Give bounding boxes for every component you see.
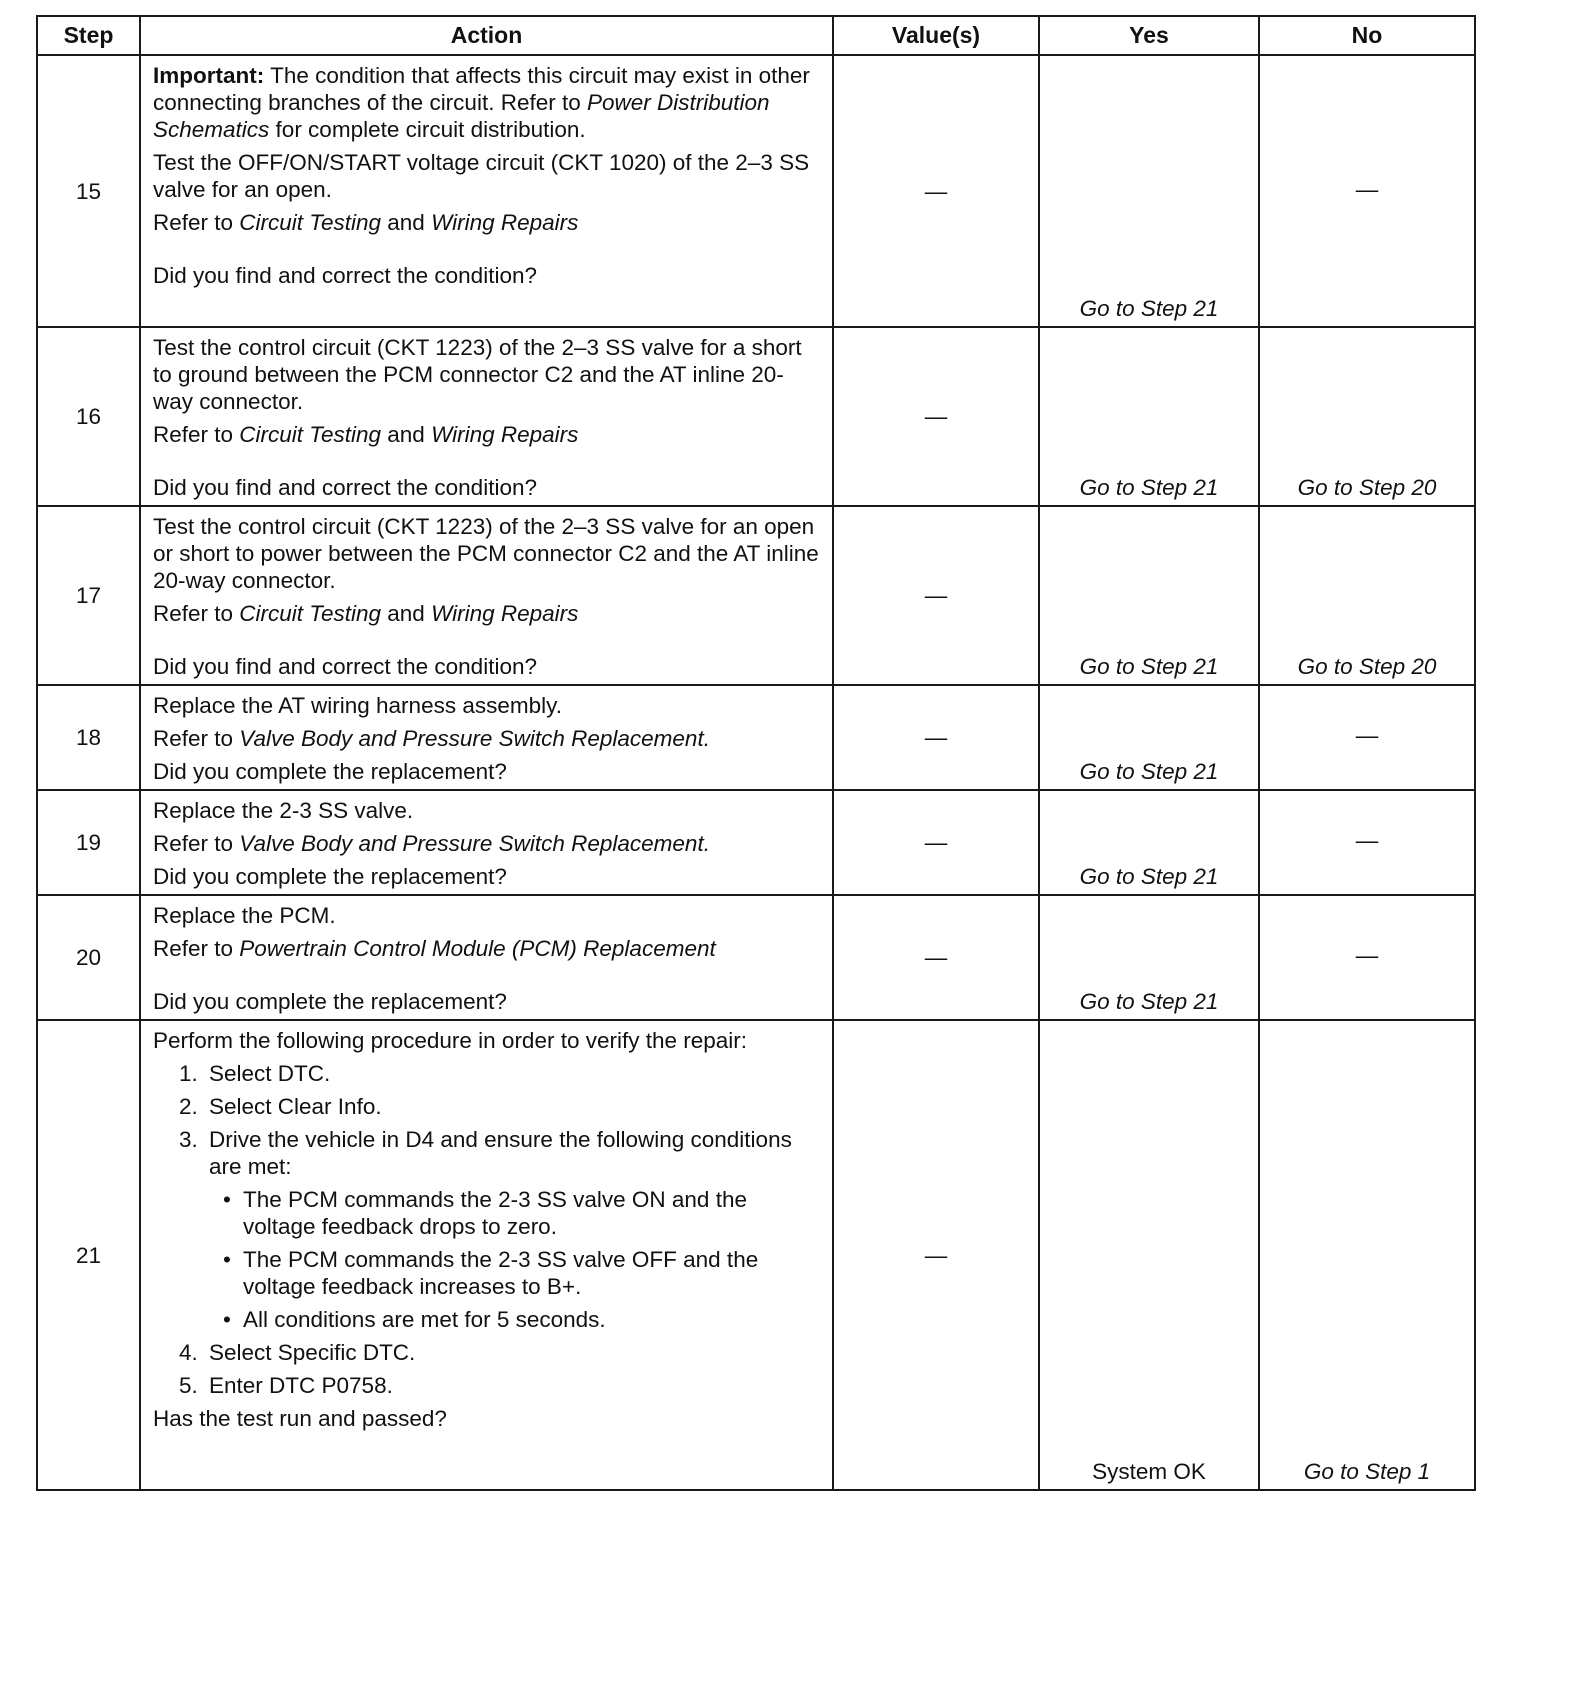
dash: — [924,404,948,429]
list-item: • All conditions are met for 5 seconds. [213,1306,822,1333]
yes-link[interactable]: Go to Step 21 [1079,654,1219,679]
step-num: 5. [179,1373,198,1398]
reference-link[interactable]: Circuit Testing [239,422,382,447]
yes-link[interactable]: Go to Step 21 [1079,759,1219,784]
refer-line [153,421,822,448]
dash: — [924,1242,948,1268]
yes-result[interactable]: System OK [1092,1459,1206,1484]
no-cell [1259,895,1475,1020]
reference-link[interactable]: Wiring Repairs [431,210,579,235]
dash: — [924,725,948,750]
yes-cell [1039,55,1259,327]
reference-link[interactable]: Powertrain Control Module (PCM) Replacement [239,936,716,961]
step-number: 20 [37,895,140,1020]
header-no: No [1259,16,1475,55]
refer-text: Refer to [153,936,240,961]
values-cell [833,55,1039,327]
header-step: Step [37,16,140,55]
refer-line [153,209,822,236]
diagnostic-table [36,15,1476,1491]
list-item: • The PCM commands the 2-3 SS valve ON and the voltage feedback drops to zero. [213,1186,822,1240]
refer-text: Refer to [153,601,240,626]
action-text: Test the OFF/ON/START voltage circuit (CKT 1020) of the 2–3 SS valve for an open. [153,150,810,202]
table-row [37,506,1475,685]
step-number: 16 [37,327,140,506]
table-row [37,55,1475,327]
action-text: Replace the PCM. [153,903,336,928]
list-item [179,1339,822,1366]
condition-bullets [209,1186,822,1333]
yes-link[interactable]: Go to Step 21 [1079,864,1219,889]
question-text: Has the test run and passed? [153,1406,447,1431]
step-text: Select Clear Info. [209,1094,382,1119]
step-num: 3. [179,1127,198,1152]
reference-link[interactable]: Circuit Testing [239,601,382,626]
values-cell [833,1020,1039,1490]
header-values: Value(s) [833,16,1039,55]
refer-text: Refer to [153,422,240,447]
dash: — [924,583,948,608]
yes-cell [1039,895,1259,1020]
no-link[interactable]: Go to Step 20 [1297,475,1437,500]
step-text: Select DTC. [209,1061,331,1086]
no-link[interactable]: Go to Step 1 [1303,1459,1431,1484]
refer-text: Refer to [153,831,240,856]
table-row [37,1020,1475,1490]
step-number: 19 [37,790,140,895]
values-cell [833,895,1039,1020]
yes-link[interactable]: Go to Step 21 [1079,475,1219,500]
table-row [37,790,1475,895]
refer-line [153,935,822,962]
list-item [179,1126,822,1333]
refer-text: and [381,422,432,447]
no-cell [1259,55,1475,327]
question-text: Did you find and correct the condition? [153,263,537,288]
dash: — [1355,723,1379,748]
action-text: Replace the AT wiring harness assembly. [153,693,562,718]
values-cell [833,790,1039,895]
important-text: for complete circuit distribution. [269,117,586,142]
action-cell [140,55,833,327]
question-text: Did you complete the replacement? [153,989,507,1014]
no-cell [1259,790,1475,895]
action-cell [140,685,833,790]
step-text: Drive the vehicle in D4 and ensure the following conditions are met: [209,1127,792,1179]
dash: — [1355,943,1379,968]
list-item [179,1060,822,1087]
step-number: 21 [37,1020,140,1490]
no-cell [1259,685,1475,790]
dash: — [1355,176,1379,202]
no-cell [1259,506,1475,685]
yes-cell [1039,327,1259,506]
table-row [37,327,1475,506]
reference-link[interactable]: Circuit Testing [239,210,382,235]
step-text: Select Specific DTC. [209,1340,416,1365]
no-cell [1259,327,1475,506]
step-num: 1. [179,1061,198,1086]
yes-link[interactable]: Go to Step 21 [1079,989,1219,1014]
header-action: Action [140,16,833,55]
procedure-steps [153,1060,822,1399]
list-item [179,1093,822,1120]
action-text: Replace the 2-3 SS valve. [153,798,414,823]
dash: — [924,830,948,855]
reference-link[interactable]: Valve Body and Pressure Switch Replacement. [239,831,710,856]
yes-link[interactable]: Go to Step 21 [1079,296,1219,321]
table-row [37,895,1475,1020]
action-text: Test the control circuit (CKT 1223) of the 2–3 SS valve for a short to ground between the PCM connector C2 and the AT inline 20-way connector. [153,335,802,414]
important-label: Important: [153,63,265,88]
question-text: Did you find and correct the condition? [153,475,537,500]
header-yes: Yes [1039,16,1259,55]
reference-link[interactable]: Power Distribution Schematics [153,90,770,142]
values-cell [833,685,1039,790]
step-num: 4. [179,1340,198,1365]
yes-cell [1039,685,1259,790]
step-num: 2. [179,1094,198,1119]
action-cell [140,506,833,685]
action-text: Perform the following procedure in order to verify the repair: [153,1028,748,1053]
yes-cell [1039,1020,1259,1490]
dash: — [924,178,948,204]
action-cell [140,327,833,506]
important-note [153,62,822,143]
header-row [37,16,1475,55]
action-cell [140,1020,833,1490]
refer-text: Refer to [153,726,240,751]
refer-line [153,830,822,857]
refer-text: and [381,601,432,626]
action-cell [140,895,833,1020]
refer-text: and [381,210,432,235]
refer-text: Refer to [153,210,240,235]
question-text: Did you complete the replacement? [153,864,507,889]
refer-line [153,600,822,627]
values-cell [833,506,1039,685]
refer-line [153,725,822,752]
reference-link[interactable]: Wiring Repairs [431,422,579,447]
reference-link[interactable]: Valve Body and Pressure Switch Replacement. [239,726,710,751]
list-item: • The PCM commands the 2-3 SS valve OFF and the voltage feedback increases to B+. [213,1246,822,1300]
yes-cell [1039,506,1259,685]
action-text: Test the control circuit (CKT 1223) of the 2–3 SS valve for an open or short to power between the PCM connector C2 and the AT inline 20-way connector. [153,514,819,593]
action-cell [140,790,833,895]
dash: — [924,945,948,970]
table-row [37,685,1475,790]
question-text: Did you complete the replacement? [153,759,507,784]
important-text: The condition that affects this circuit may exist in other connecting branches of the circuit. Refer to [153,63,810,115]
step-number: 18 [37,685,140,790]
step-text: Enter DTC P0758. [209,1373,393,1398]
yes-cell [1039,790,1259,895]
step-number: 17 [37,506,140,685]
no-cell [1259,1020,1475,1490]
question-text: Did you find and correct the condition? [153,654,537,679]
list-item [179,1372,822,1399]
values-cell [833,327,1039,506]
step-number: 15 [37,55,140,327]
dash: — [1355,828,1379,853]
no-link[interactable]: Go to Step 20 [1297,654,1437,679]
reference-link[interactable]: Wiring Repairs [431,601,579,626]
